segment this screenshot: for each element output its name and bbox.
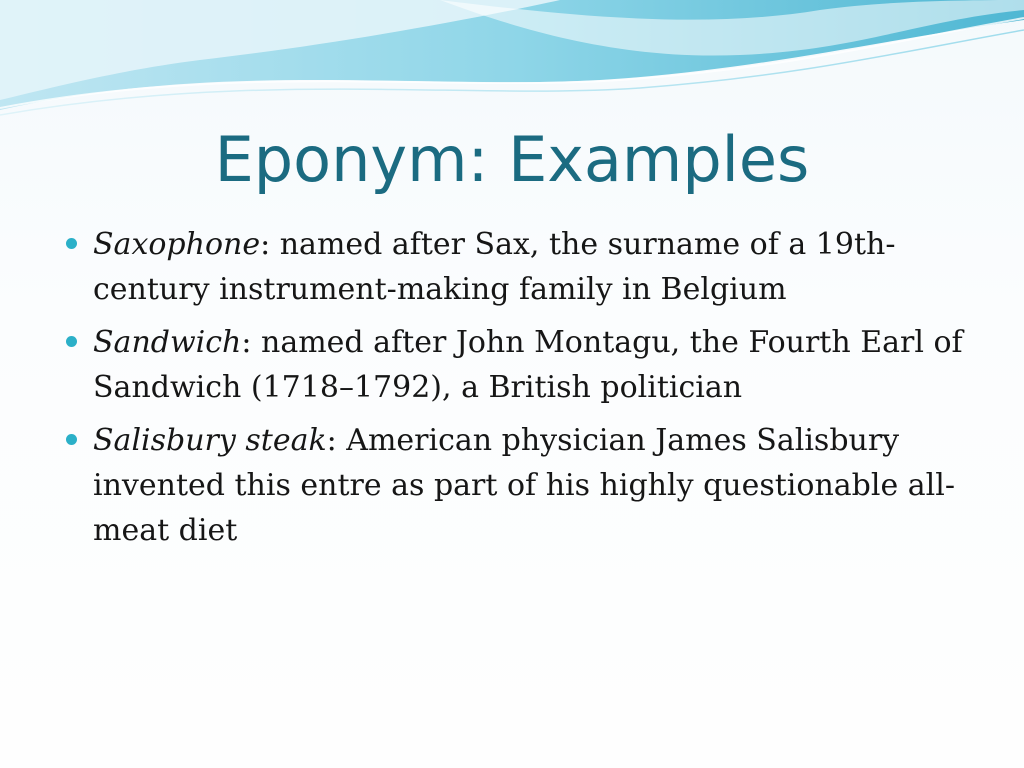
bullet-dot-icon [66, 336, 77, 347]
bullet-item-saxophone [64, 222, 964, 312]
bullet-dot-icon [66, 434, 77, 445]
bullet-list [64, 222, 964, 561]
bullet-term: Salisbury steak [93, 423, 327, 458]
slide-title: Eponym: Examples [214, 123, 810, 196]
bullet-term: Sandwich [93, 325, 242, 360]
bullet-term: Saxophone [93, 227, 261, 262]
bullet-text: : named after John Montagu, the Fourth Earl of Sandwich (1718–1792), a British politician [93, 325, 963, 405]
bullet-text: : named after Sax, the surname of a 19th-century instrument-making family in Belgium [93, 227, 896, 307]
bullet-item-sandwich [64, 320, 964, 410]
bullet-text: : American physician James Salisbury invented this entre as part of his highly questionable all-meat diet [93, 423, 955, 548]
header-wave-decoration [0, 0, 1024, 130]
bullet-dot-icon [66, 238, 77, 249]
bullet-item-salisbury-steak [64, 418, 964, 553]
